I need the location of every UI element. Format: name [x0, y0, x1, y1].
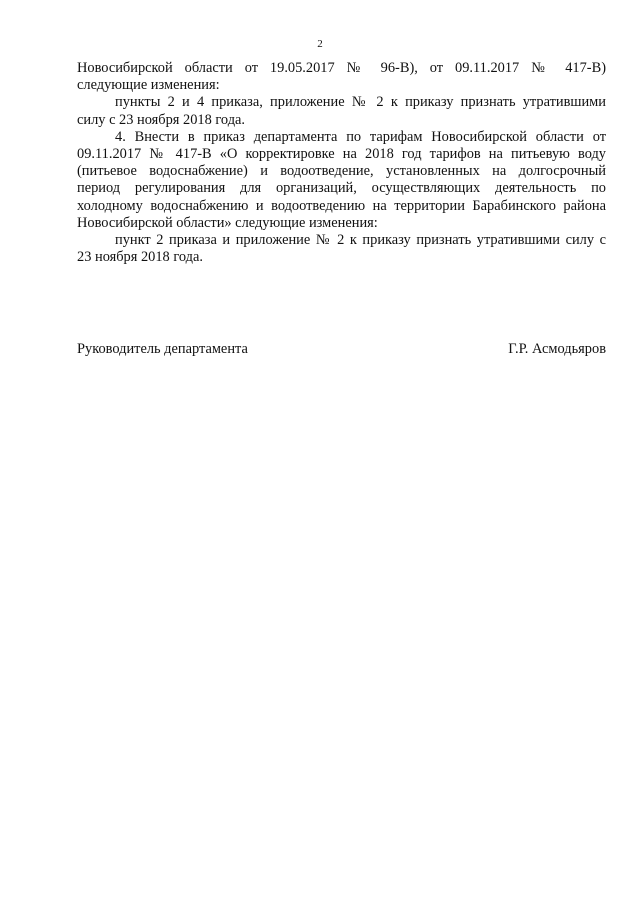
text-line: период регулирования для организаций, осуществляющих деятельность по — [77, 180, 606, 197]
text-line: (питьевое водоснабжение) и водоотведение, установленных на долгосрочный — [77, 163, 606, 180]
text-line: пункт 2 приказа и приложение № 2 к приказу признать утратившими силу с — [115, 232, 606, 249]
text-line: пункты 2 и 4 приказа, приложение № 2 к приказу признать утратившими — [115, 94, 606, 111]
signature-position: Руководитель департамента — [77, 341, 248, 357]
text-line: 4. Внести в приказ департамента по тарифам Новосибирской области от — [115, 128, 606, 145]
signature-block — [77, 341, 606, 358]
text-line: холодному водоснабжению и водоотведению на территории Барабинского района — [77, 197, 606, 214]
text-line: силу с 23 ноября 2018 года. — [77, 111, 246, 128]
text-line: следующие изменения: — [77, 77, 220, 94]
text-line: 23 ноября 2018 года. — [77, 249, 203, 266]
signature-name: Г.Р. Асмодьяров — [508, 341, 606, 357]
text-line: Новосибирской области» следующие изменения: — [77, 214, 378, 231]
text-line: Новосибирской области от 19.05.2017 № 96-В), от 09.11.2017 № 417-В) — [77, 60, 606, 76]
text-line: 09.11.2017 № 417-В «О корректировке на 2018 год тарифов на питьевую воду — [77, 146, 606, 163]
document-body — [77, 60, 606, 266]
page-number: 2 — [317, 38, 323, 50]
